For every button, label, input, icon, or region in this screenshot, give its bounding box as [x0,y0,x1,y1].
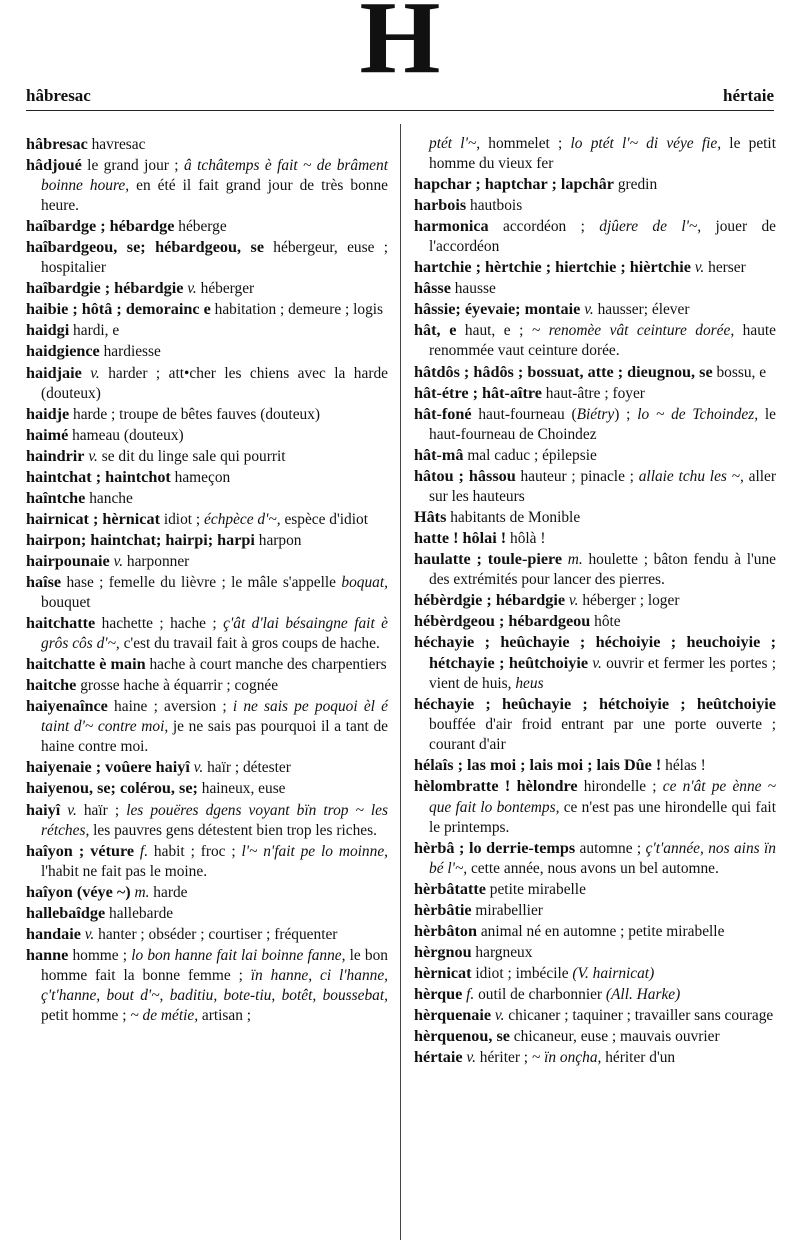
entry-definition: hausse [450,280,496,298]
entry-definition: espèce d'idiot [280,510,368,528]
entry-definition: hélas ! [661,757,706,775]
entry-example: allaie tchu les ~, [638,467,744,485]
dictionary-entry [26,675,388,696]
dictionary-entry [414,838,776,879]
dictionary-entry [414,134,776,174]
entry-definition: outil de charbonnier [474,985,606,1003]
dictionary-entry [26,800,388,841]
entry-definition: ) ; [614,405,638,423]
entry-definition: harpon [254,531,302,549]
entry-definition: ce n'est pas une hirondelle qui fait le printemps. [429,798,776,836]
dictionary-entry [26,924,388,945]
entry-example: Biétry [576,405,615,423]
dictionary-entry [414,549,776,590]
entry-definition: habitation ; demeure ; logis [210,301,384,319]
entry-example: heus [515,675,544,693]
entry-headword: Hâts [414,507,447,526]
entry-definition: idiot ; imbécile [471,964,573,982]
column-divider [400,124,401,1240]
entry-definition: haïr ; détester [203,759,291,777]
entry-definition: hache à court manche des charpentiers [145,656,387,674]
entry-definition: haineux, euse [197,780,286,798]
entry-headword: hairnicat ; hèrnicat [26,509,160,528]
entry-definition: les pauvres gens détestent bien trop les riches. [89,821,377,839]
entry-headword: hanne [26,945,69,964]
entry-definition: hommelet ; [480,135,571,152]
entry-grammar: v. [491,1006,505,1024]
entry-definition: habitants de Monible [446,508,581,526]
dictionary-entry [26,446,388,467]
entry-example: djûere de l'~, [599,218,702,236]
dictionary-entry [26,509,388,530]
entry-example: lo bon hanne fait lai boinne fanne, [131,946,346,964]
dictionary-entry [414,590,776,611]
entry-definition: havresac [87,136,146,153]
entry-headword: hébèrdgie ; hébardgie [414,591,566,610]
entry-headword: haidgience [26,342,100,361]
entry-headword: hairpounaie [26,551,110,570]
entry-definition: hameçon [170,468,231,486]
dictionary-entry [26,216,388,237]
entry-definition: mirabellier [471,901,543,919]
entry-definition: c'est du travail fait à gros coups de hache. [119,635,380,653]
entry-headword: hèlombratte ! hèlondre [414,777,578,796]
entry-definition: cette année, nous avons un bel automne. [467,859,719,877]
entry-definition: jouer de l'accordéon [429,218,776,256]
entry-headword: hèrgnou [414,942,472,961]
entry-definition: je ne sais pas pourquoi il a tant de haine contre moi. [41,718,388,756]
entry-grammar: v. [565,592,579,610]
dictionary-entry [414,195,776,216]
entry-headword: hèrbâtatte [414,879,486,898]
entry-headword: haindrir [26,446,85,465]
entry-headword: hértaie [414,1048,463,1067]
entry-headword: haimé [26,425,69,444]
entry-example: ç'ât d'lai bésaingne fait è grôs côs d'~, [41,615,388,653]
entry-definition: le haut-fourneau de Choindez [429,405,776,443]
dictionary-entry [26,613,388,654]
dictionary-entry [414,278,776,299]
entry-definition: ouvrir et fermer les portes ; vient de huis, [429,655,776,693]
entry-definition: héberger ; loger [578,592,680,610]
entry-grammar: v. [690,259,705,277]
entry-definition: hériter ; [475,1049,532,1067]
entry-headword: hât-foné [414,404,472,423]
entry-definition: hauteur ; pinacle ; [515,467,639,485]
entry-headword: hèrbâ ; lo derrie-temps [414,838,576,857]
dictionary-entry [26,572,388,613]
entry-definition: hameau (douteux) [68,426,184,444]
entry-example: ~ renomèe vât ceinture dorée, [531,322,735,340]
entry-definition: chicaneur, euse ; mauvais ouvrier [509,1028,720,1046]
dictionary-entry [414,1047,776,1068]
entry-definition: hébergeur, euse ; hospitalier [41,239,388,277]
entry-headword: haiyenaie ; voûere haiyî [26,758,190,777]
dictionary-entry [26,945,388,1026]
entry-definition: petite mirabelle [485,880,586,898]
dictionary-entry [26,425,388,446]
dictionary-entry [26,278,388,299]
entry-headword: hartchie ; hèrtchie ; hiertchie ; hièrtchie [414,258,691,277]
dictionary-entry [414,466,776,507]
dictionary-entry [414,299,776,320]
entry-definition: l'habit ne fait pas le moine. [41,862,208,880]
entry-headword: hèrquenaie [414,1005,492,1024]
entry-example: ce n'ât pe ènne ~ que fait lo bontemps, [429,778,777,816]
entry-example: l'~ n'fait pe lo moinne, [241,842,388,860]
dictionary-entry [26,530,388,551]
entry-example: (V. hairnicat) [572,964,655,982]
entry-headword: haintchat ; haintchot [26,467,171,486]
dictionary-entry [26,488,388,509]
entry-example: lo ~ de Tchoindez, [637,405,759,423]
entry-definition: haut, e ; [456,322,532,340]
entry-grammar: f. [462,985,475,1003]
dictionary-entry [414,257,776,278]
dictionary-entry [414,963,776,984]
entry-headword: haitche [26,676,77,695]
entry-definition: hachette ; hache ; [95,615,224,633]
entry-headword: hébèrdgeou ; hébardgeou [414,612,591,631]
entry-definition: hautbois [466,197,523,215]
entry-grammar: v. [60,801,77,819]
entry-headword: haîbardgeou, se; hébardgeou, se [26,238,265,257]
dictionary-entry [414,984,776,1005]
entry-definition: hôte [590,613,621,631]
dictionary-entry [414,528,776,549]
entry-definition: accordéon ; [488,218,600,236]
entry-definition: aller sur les hauteurs [429,467,776,505]
entry-example: (All. Harke) [605,985,681,1003]
dictionary-entry [414,632,776,694]
dictionary-entry [414,879,776,900]
entry-headword: haulatte ; toule-piere [414,549,563,568]
entry-headword: hélaîs ; las moi ; lais moi ; lais Dûe ! [414,756,662,775]
dictionary-entry [26,155,388,216]
entry-headword: harbois [414,196,467,215]
entry-grammar: m. [562,550,583,568]
entry-example: échpèce d'~, [204,510,281,528]
entry-headword: haîyon (véye ~) [26,882,131,901]
dictionary-entry [414,216,776,257]
entry-headword: hèrbâtie [414,900,472,919]
dictionary-entry [414,362,776,383]
entry-grammar: v. [588,655,602,673]
entry-definition: en été il fait grand jour de très bonne heure. [41,177,388,215]
entry-definition: automne ; [575,839,646,857]
entry-example: â tchâtemps è fait ~ de brâment boinne houre, [41,157,388,195]
dictionary-entry [26,841,388,882]
dictionary-entry [26,778,388,799]
entry-headword: hairpon; haintchat; hairpi; harpi [26,530,255,549]
entry-definition: haïr ; [76,801,127,819]
entry-definition: hallebarde [105,904,174,922]
entry-definition: hirondelle ; [577,778,663,796]
entry-grammar: v. [109,552,124,570]
dictionary-entry [26,757,388,778]
entry-definition: haut-âtre ; foyer [541,384,645,402]
entry-headword: haitchatte è main [26,655,146,674]
entry-headword: hèrquenou, se [414,1027,510,1046]
entry-headword: hât, e [414,321,457,340]
entry-headword: hatte ! hôlai ! [414,528,507,547]
entry-definition: bouquet [41,594,91,612]
entry-example: ç't'année, nos ains ïn bé l'~, [429,839,776,877]
dictionary-entry [26,237,388,278]
dictionary-entry [26,299,388,320]
dictionary-entry [26,654,388,675]
entry-grammar: v. [462,1049,476,1067]
entry-definition: herser [704,259,746,277]
entry-headword: hèrnicat [414,963,472,982]
entry-definition: harponner [123,552,190,570]
entry-definition: hardiesse [99,343,161,361]
running-head-right: hértaie [723,86,774,105]
entry-headword: hâtou ; hâssou [414,466,516,485]
dictionary-entry [26,551,388,572]
dictionary-entry [414,921,776,942]
entry-example: lo ptét l'~ di véye fie, [570,135,722,152]
dictionary-entry [414,507,776,528]
entry-definition: se dit du linge sale qui pourrit [97,447,286,465]
entry-definition: homme ; [68,946,132,964]
dictionary-entry [26,363,388,404]
entry-definition: hardi, e [69,322,120,340]
dictionary-entry [414,900,776,921]
entry-headword: harmonica [414,217,489,236]
entry-headword: haîyon ; véture [26,841,135,860]
entry-headword: hâsse [414,279,451,298]
entry-grammar: f. [134,842,149,860]
entry-headword: hapchar ; haptchar ; lapchâr [414,175,614,194]
entry-headword: haitchatte [26,614,96,633]
right-column [414,134,776,1068]
entry-definition: idiot ; [159,510,205,528]
entry-grammar: m. [130,883,150,901]
entry-headword: héchayie ; heûchayie ; hétchoiyie ; heûtchoiyie [414,695,776,714]
dictionary-entry [414,1005,776,1026]
entry-definition: bossu, e [712,363,767,381]
dictionary-entry [26,404,388,425]
entry-definition: bouffée d'air froid entrant par une porte ouverte ; courant d'air [429,716,776,754]
entry-definition: hériter d'un [601,1049,676,1067]
entry-example: ~ de métie, [130,1006,199,1024]
entry-definition: le bon homme fait la bonne femme ; [41,946,388,984]
dictionary-entry [414,383,776,404]
entry-headword: hèrbâton [414,921,477,940]
entry-headword: hèrque [414,984,463,1003]
entry-grammar: v. [580,301,594,319]
entry-definition: hargneux [471,943,533,961]
entry-headword: hâbresac [26,135,88,153]
entry-headword: haidje [26,404,70,423]
entry-grammar: v. [189,759,204,777]
entry-definition: houlette ; bâton fendu à l'une des extrémités pour lancer des pierres. [429,550,776,588]
entry-definition: haine ; aversion ; [107,698,233,716]
entry-headword: haîse [26,572,62,591]
dictionary-entry [414,611,776,632]
section-letter: H [359,0,441,95]
entry-headword: hât-étre ; hât-aître [414,383,542,402]
entry-headword: haidjaie [26,363,82,382]
running-head [26,86,774,111]
dictionary-entry [26,696,388,757]
entry-headword: haibie ; hôtâ ; demorainc e [26,300,211,319]
entry-headword: haidgi [26,321,70,340]
entry-headword: héchayie ; heûchayie ; héchoiyie ; heuchoiyie ; hétchayie ; heûtchoiyie [414,633,776,673]
entry-definition: hanche [85,489,133,507]
entry-definition: hausser; élever [593,301,690,319]
dictionary-entry [414,404,776,445]
entry-grammar: v. [81,364,100,382]
entry-definition: chicaner ; taquiner ; travailler sans courage [504,1006,774,1024]
entry-definition: habit ; froc ; [148,842,242,860]
entry-definition: petit homme ; [41,1006,131,1024]
dictionary-entry [26,882,388,903]
entry-example: ptét l'~, [429,135,481,152]
entry-headword: haiyenaînce [26,697,108,716]
entry-example: ïn hanne, ci l'hanne, ç't'hanne, bout d'~, baditiu, bote-tiu, botêt, boussebat, [41,966,389,1004]
dictionary-entry [26,320,388,341]
entry-definition: le grand jour ; [81,157,184,175]
dictionary-entry [414,320,776,361]
entry-headword: handaie [26,924,81,943]
entry-grammar: v. [183,280,197,298]
entry-definition: gredin [613,176,658,194]
dictionary-entry [26,134,388,155]
entry-headword: haiyenou, se; colérou, se; [26,779,198,798]
entry-definition: harde ; troupe de bêtes fauves (douteux) [69,405,321,423]
entry-definition: le petit homme du vieux fer [429,135,776,173]
entry-headword: hâssie; éyevaie; montaie [414,300,581,319]
running-head-left: hâbresac [26,86,91,105]
entry-grammar: v. [84,447,98,465]
entry-example: les pouëres dgens voyant bïn trop ~ les rétches, [41,801,389,839]
entry-headword: haiyî [26,800,61,819]
dictionary-entry [26,903,388,924]
entry-headword: hallebaîdge [26,903,106,922]
entry-definition: haut-fourneau ( [471,405,577,423]
dictionary-entry [414,694,776,755]
entry-definition: hôlà ! [506,529,546,547]
entry-definition: harder ; att•cher les chiens avec la harde (douteux) [41,364,388,402]
entry-definition: hase ; femelle du lièvre ; le mâle s'appelle [61,573,342,591]
dictionary-entry [414,174,776,195]
left-column [26,134,388,1026]
entry-headword: haîbardge ; hébardge [26,217,175,236]
entry-definition: grosse hache à équarrir ; cognée [76,677,279,695]
entry-headword: hâdjoué [26,156,82,175]
dictionary-entry [26,341,388,362]
dictionary-entry [414,755,776,776]
entry-definition: héberger [196,280,255,298]
entry-headword: hât-mâ [414,445,464,464]
entry-definition: héberge [174,218,227,236]
entry-example: i ne sais pe poquoi èl é taint d'~ contre moi, [41,698,388,736]
entry-definition: harde [149,883,188,901]
entry-example: boquat, [341,573,388,591]
entry-definition: artisan ; [198,1006,252,1024]
entry-headword: haîntche [26,488,86,507]
dictionary-entry [414,445,776,466]
dictionary-entry [414,776,776,837]
entry-definition: mal caduc ; épilepsie [463,446,597,464]
entry-definition: haute renommée vaut ceinture dorée. [429,322,777,360]
dictionary-entry [414,1026,776,1047]
entry-grammar: v. [80,925,95,943]
dictionary-entry [26,467,388,488]
entry-example: ~ ïn onçha, [531,1049,602,1067]
entry-definition: hanter ; obséder ; courtiser ; fréquenter [94,925,338,943]
entry-headword: haîbardgie ; hébardgie [26,279,184,298]
entry-headword: hâtdôs ; hâdôs ; bossuat, atte ; dieugnou, se [414,362,713,381]
dictionary-entry [414,942,776,963]
entry-definition: animal né en automne ; petite mirabelle [476,922,725,940]
